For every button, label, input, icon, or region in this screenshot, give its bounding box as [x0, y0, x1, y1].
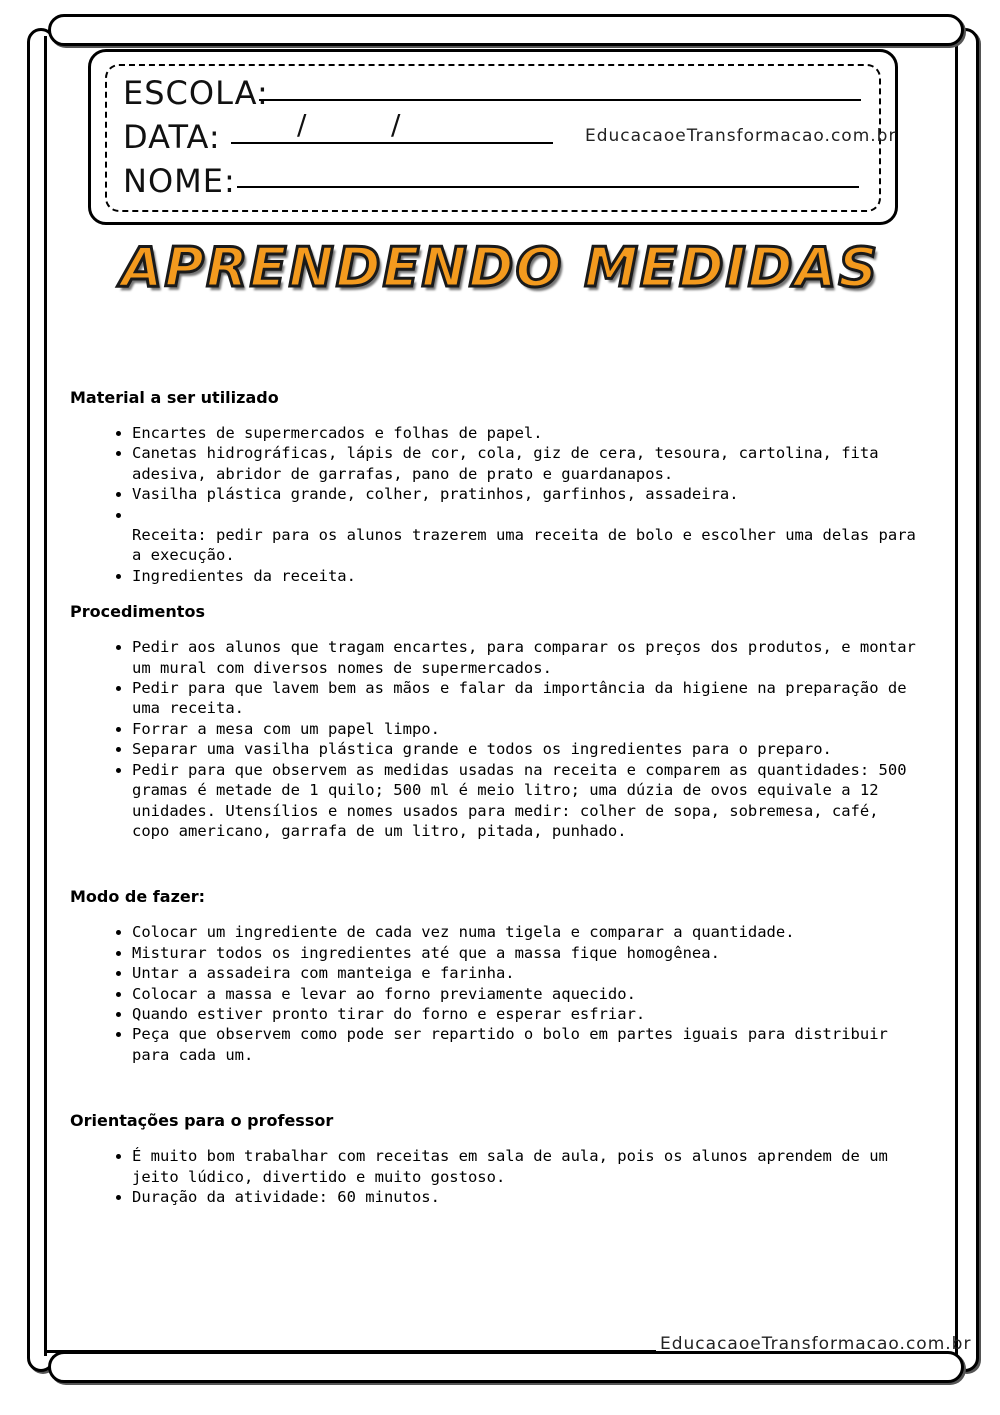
escola-field[interactable] — [259, 99, 861, 101]
frame-top-roll — [48, 14, 964, 46]
list-item: • Quando estiver pronto tirar do forno e esperar esfriar. — [132, 1004, 920, 1024]
list-item: • Vasilha plástica grande, colher, pratinhos, garfinhos, assadeira. — [132, 484, 920, 504]
orientacoes-title: Orientações para o professor — [70, 1111, 334, 1131]
orientacoes-list — [70, 1146, 920, 1207]
procedimentos-title: Procedimentos — [70, 602, 205, 622]
student-info-box — [88, 49, 898, 225]
list-item: • Colocar um ingrediente de cada vez numa tigela e comparar a quantidade. — [132, 922, 920, 942]
list-item-text: Receita: pedir para os alunos trazerem uma receita de bolo e escolher uma delas para a execução. — [132, 526, 916, 565]
material-title: Material a ser utilizado — [70, 388, 279, 407]
list-item: • Canetas hidrográficas, lápis de cor, cola, giz de cera, tesoura, cartolina, fita adesiva, abridor de garrafas, pano de prato e guardanapos. — [132, 443, 920, 484]
nome-field[interactable] — [237, 186, 859, 188]
list-item: • Peça que observem como pode ser repartido o bolo em partes iguais para distribuir para cada um. — [132, 1024, 920, 1065]
material-list — [70, 423, 920, 586]
list-item: • Untar a assadeira com manteiga e farinha. — [132, 963, 920, 983]
list-item-empty-bullet — [132, 505, 920, 566]
list-item: • Encartes de supermercados e folhas de papel. — [132, 423, 920, 443]
footer-line — [44, 1350, 656, 1353]
frame-bottom-roll — [48, 1351, 964, 1383]
list-item: • Separar uma vasilha plástica grande e todos os ingredientes para o preparo. — [132, 739, 920, 759]
page-title: APRENDENDO MEDIDAS — [120, 236, 880, 299]
modo-list — [70, 922, 920, 1065]
date-separator-1: / — [297, 108, 307, 141]
nome-label: NOME: — [123, 162, 236, 200]
escola-label: ESCOLA: — [123, 74, 269, 112]
data-field[interactable] — [231, 142, 553, 144]
activity-content — [70, 388, 920, 1223]
list-item: • Forrar a mesa com um papel limpo. — [132, 719, 920, 739]
data-label: DATA: — [123, 118, 221, 156]
list-item: • Misturar todos os ingredientes até que a massa fique homogênea. — [132, 943, 920, 963]
list-item: • É muito bom trabalhar com receitas em sala de aula, pois os alunos aprendem de um jeito lúdico, divertido e muito gostoso. — [132, 1146, 920, 1187]
footer-site-url: EducacaoeTransformacao.com.br — [660, 1334, 972, 1354]
list-item: • Pedir aos alunos que tragam encartes, para comparar os preços dos produtos, e montar um mural com diversos nomes de supermercados. — [132, 637, 920, 678]
procedimentos-list — [70, 637, 920, 841]
list-item: • Pedir para que lavem bem as mãos e falar da importância da higiene na preparação de uma receita. — [132, 678, 920, 719]
list-item: • Colocar a massa e levar ao forno previamente aquecido. — [132, 984, 920, 1004]
list-item: • Duração da atividade: 60 minutos. — [132, 1187, 920, 1207]
spacer — [70, 1081, 920, 1111]
header-site-url: EducacaoeTransformacao.com.br — [585, 126, 897, 146]
modo-title: Modo de fazer: — [70, 887, 206, 907]
spacer — [70, 857, 920, 887]
list-item: • Pedir para que observem as medidas usadas na receita e comparem as quantidades: 500 gramas é metade de 1 quilo; 500 ml é meio litro; uma dúzia de ovos equivale a 12 unidades. Utensílios e nomes usados para medir: colher de sopa, sobremesa, café, copo americano, garrafa de um litro, pitada, punhado. — [132, 760, 920, 842]
list-item: • Ingredientes da receita. — [132, 566, 920, 586]
date-separator-2: / — [391, 108, 401, 141]
